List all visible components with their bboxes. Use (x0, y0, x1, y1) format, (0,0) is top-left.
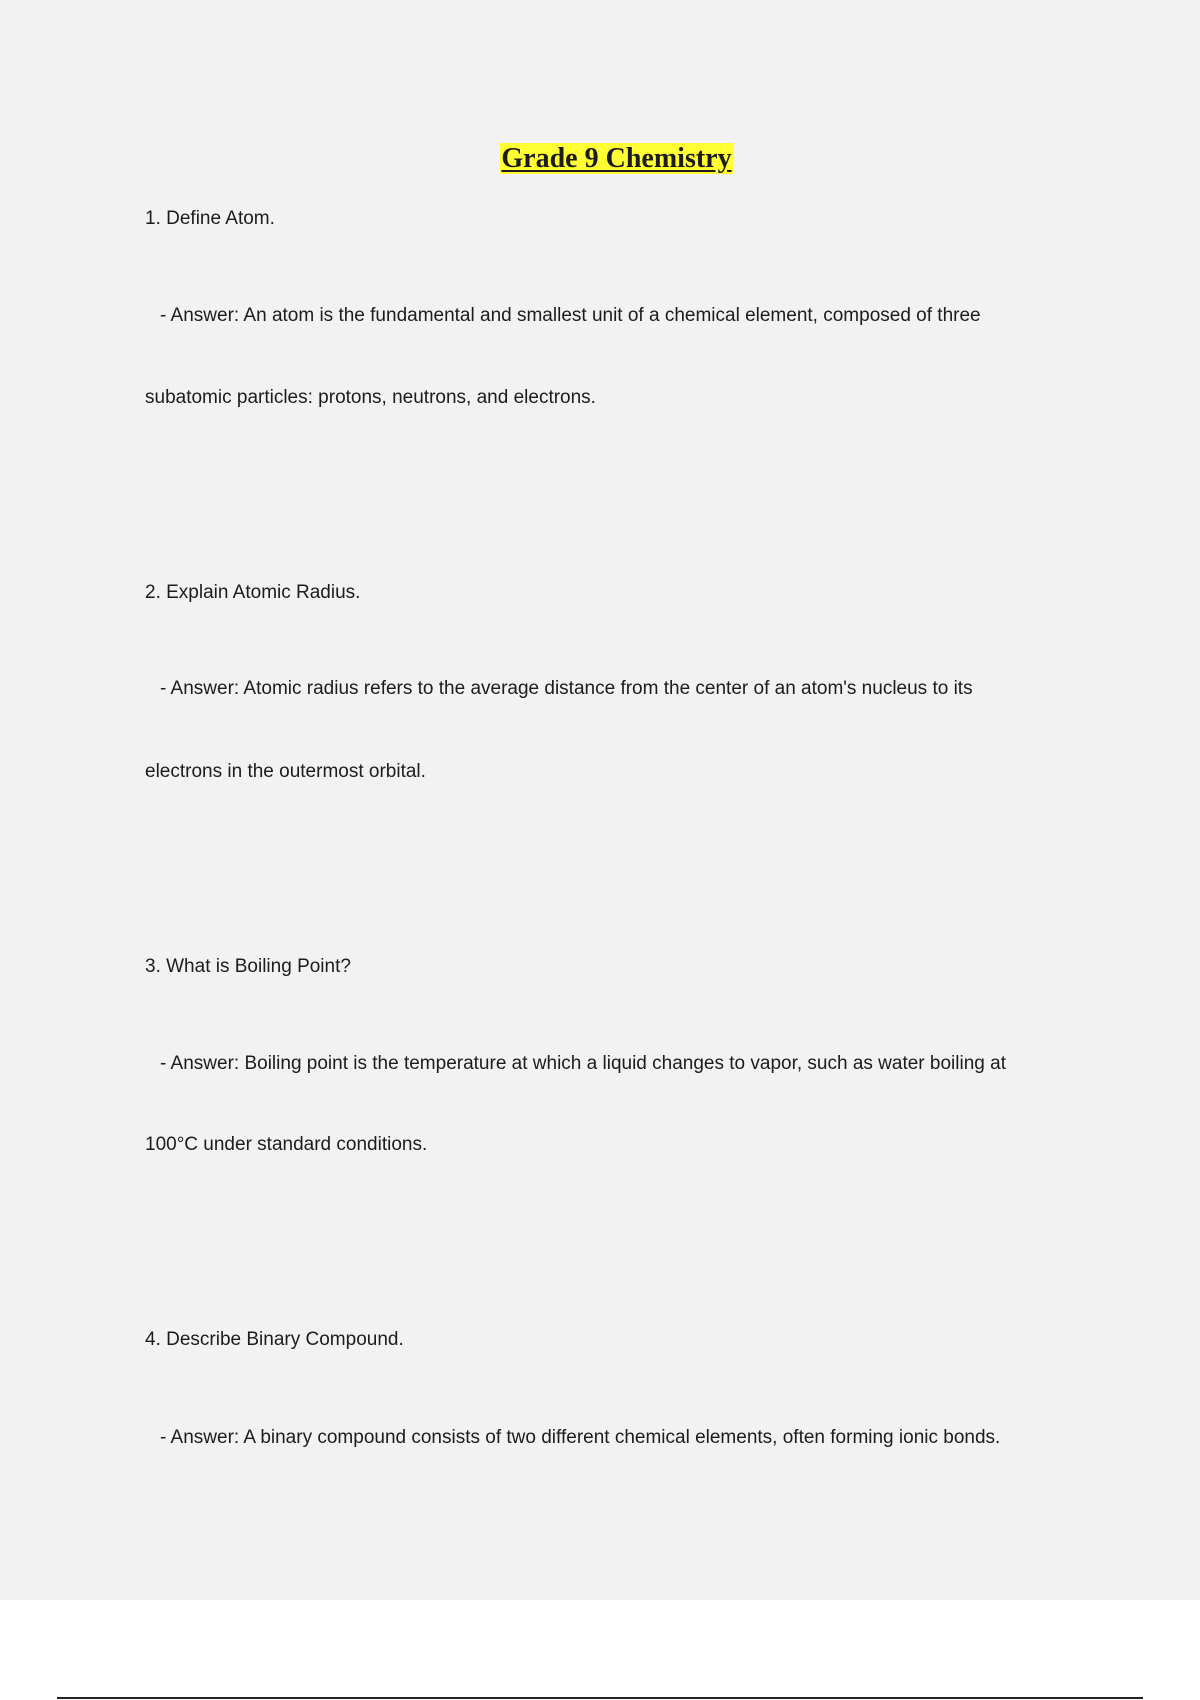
footer-divider (57, 1697, 1143, 1699)
question-2: 2. Explain Atomic Radius. (145, 582, 361, 603)
answer-1-line-1: - Answer: An atom is the fundamental and smallest unit of a chemical element, composed of three (160, 305, 981, 326)
answer-2-line-2: electrons in the outermost orbital. (145, 761, 426, 782)
answer-3-line-2: 100°C under standard conditions. (145, 1134, 428, 1155)
document-title (0, 142, 1200, 176)
answer-3-line-1: - Answer: Boiling point is the temperature at which a liquid changes to vapor, such as water boiling at (160, 1053, 1006, 1074)
question-1: 1. Define Atom. (145, 208, 275, 229)
answer-1-line-2: subatomic particles: protons, neutrons, and electrons. (145, 387, 596, 408)
document-title-text: Grade 9 Chemistry (501, 143, 732, 174)
answer-2-line-1: - Answer: Atomic radius refers to the average distance from the center of an atom's nucleus to its (160, 678, 973, 699)
question-3: 3. What is Boiling Point? (145, 956, 351, 977)
answer-4-line-1: - Answer: A binary compound consists of two different chemical elements, often forming ionic bonds. (160, 1427, 1001, 1448)
question-4: 4. Describe Binary Compound. (145, 1329, 404, 1350)
